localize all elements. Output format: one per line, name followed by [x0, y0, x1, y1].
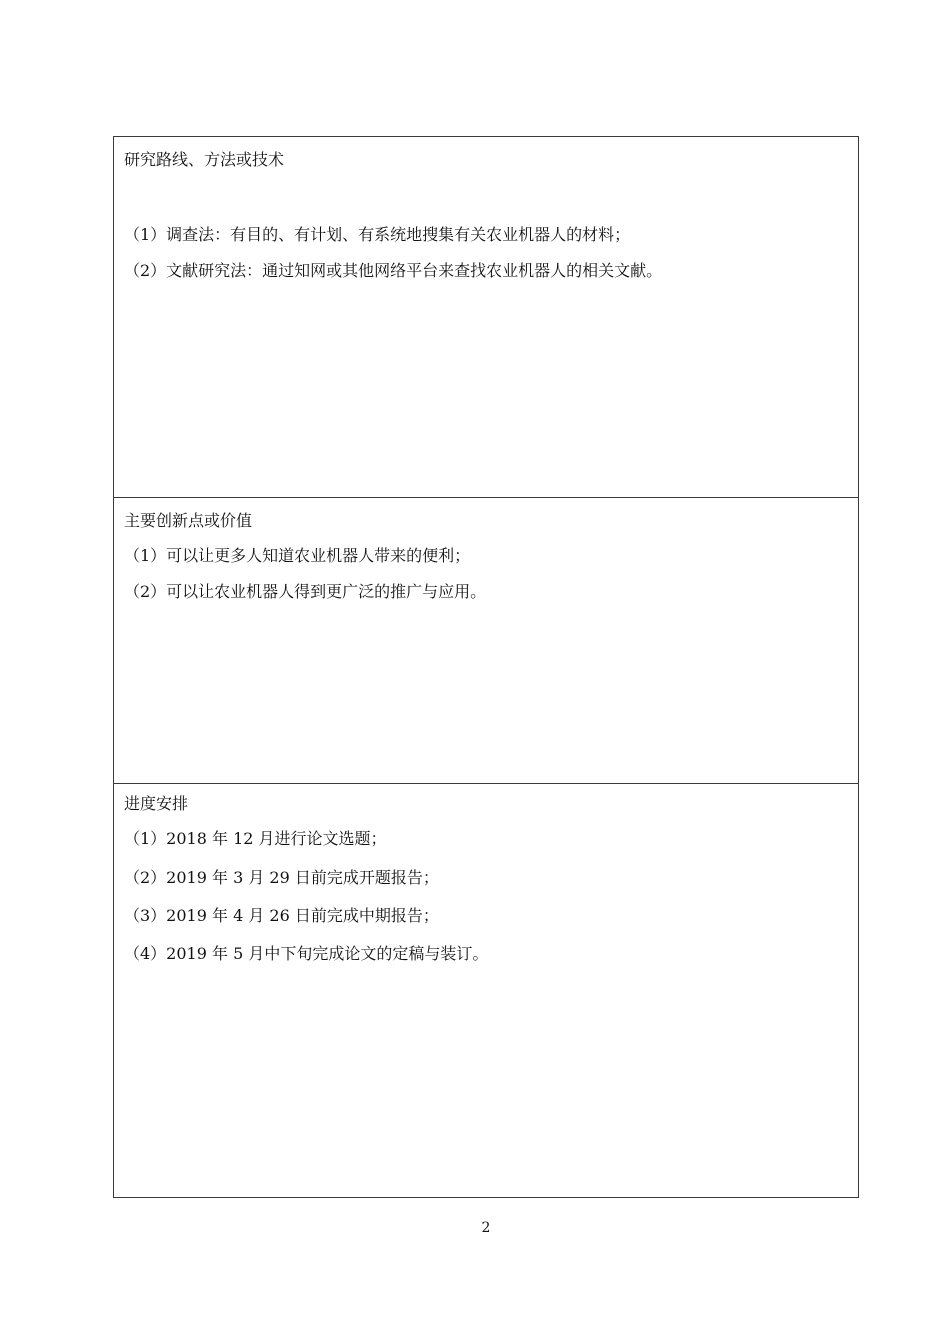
list-item: （1）调查法：有目的、有计划、有系统地搜集有关农业机器人的材料；: [124, 225, 631, 244]
section-research-methods: [114, 137, 858, 497]
list-item: （2）可以让农业机器人得到更广泛的推广与应用。: [124, 582, 487, 601]
list-item: （4）2019 年 5 月中下旬完成论文的定稿与装订。: [124, 944, 489, 963]
section-title: 研究路线、方法或技术: [124, 150, 285, 169]
document-table: [113, 136, 859, 1198]
section-title: 进度安排: [124, 794, 189, 813]
list-item: （3）2019 年 4 月 26 日前完成中期报告；: [124, 906, 439, 925]
list-item: （1）可以让更多人知道农业机器人带来的便利；: [124, 546, 471, 565]
section-schedule: [114, 783, 858, 1199]
section-innovation: [114, 497, 858, 783]
list-item: （2）2019 年 3 月 29 日前完成开题报告；: [124, 868, 439, 887]
section-title: 主要创新点或价值: [124, 511, 253, 530]
page-number: 2: [481, 1220, 491, 1236]
list-item: （2）文献研究法：通过知网或其他网络平台来查找农业机器人的相关文献。: [124, 261, 663, 280]
list-item: （1）2018 年 12 月进行论文选题；: [124, 829, 387, 848]
